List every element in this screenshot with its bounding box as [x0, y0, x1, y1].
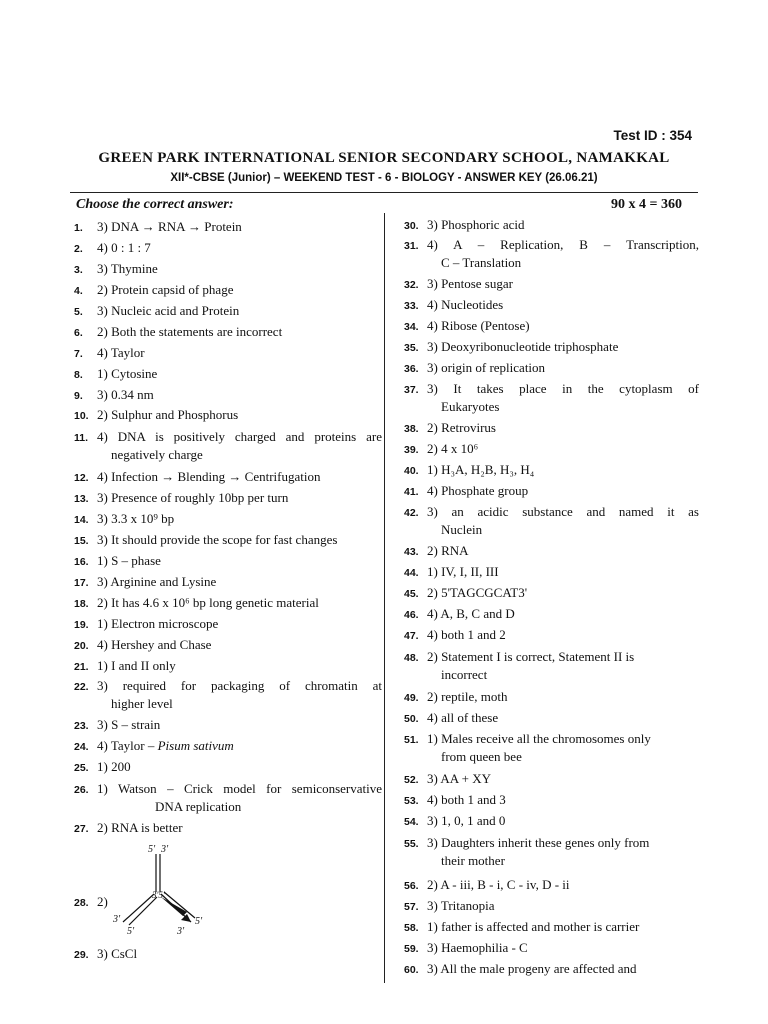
answer-text [97, 406, 382, 424]
answer-text [97, 302, 382, 320]
answer-text [97, 737, 382, 755]
answer-text [97, 281, 382, 299]
answer-text-main: 4) Nucleotides [427, 297, 504, 312]
answer-text [97, 531, 382, 549]
answer-text [97, 615, 382, 633]
answer-text-main: 4) Hershey and Chase [97, 637, 212, 652]
answer-text [97, 677, 382, 695]
label-3-left: 3' [113, 914, 121, 925]
answer-text-main: 2) Statement I is correct, Statement II is [427, 649, 635, 664]
question-number: 12. [74, 472, 89, 484]
question-number: 9. [74, 390, 83, 402]
answer-text [427, 812, 699, 830]
answer-text-main: 4) all of these [427, 710, 499, 725]
question-number: 44. [404, 567, 419, 579]
answer-text [427, 626, 699, 644]
answer-text-main: 3) Thymine [97, 261, 158, 276]
answer-text-continued: higher level [111, 696, 173, 711]
answer-text-main: 4) A – Replication, B – Transcription, [427, 237, 699, 252]
answer-text-main: 3) All the male progeny are affected and [427, 961, 637, 976]
fork-right-strand-b [164, 892, 195, 918]
question-number: 7. [74, 348, 83, 360]
question-number: 47. [404, 630, 419, 642]
answer-text-continued: from queen bee [441, 749, 522, 764]
question-number: 29. [74, 949, 89, 961]
answer-text-main: 2) A - iii, B - i, C - iv, D - ii [427, 877, 570, 892]
answer-text-main: 3) DNA → RNA → Protein [97, 219, 242, 234]
question-number: 26. [74, 784, 89, 796]
question-number: 41. [404, 486, 419, 498]
answer-text-main: 2) 4 x 10⁶ [427, 441, 479, 456]
fork-left-strand-b [129, 897, 157, 925]
question-number: 32. [404, 279, 419, 291]
question-number: 13. [74, 493, 89, 505]
answer-text-main: 3) It should provide the scope for fast changes [97, 532, 338, 547]
answer-text [427, 359, 699, 377]
answer-text [97, 218, 382, 236]
label-5-right: 5' [195, 916, 203, 927]
question-number: 48. [404, 652, 419, 664]
answer-text-main: 3) Deoxyribonucleotide triphosphate [427, 339, 619, 354]
answer-text [97, 716, 382, 734]
answer-text-main: 3) Phosphoric acid [427, 217, 525, 232]
answer-text-main: 2) Sulphur and Phosphorus [97, 407, 239, 422]
answer-text [427, 503, 699, 521]
label-5-top: 5' [148, 844, 156, 855]
answer-text-main: 4) Taylor [97, 345, 145, 360]
column-divider [384, 213, 385, 983]
answer-text [427, 440, 699, 458]
answer-text [427, 296, 699, 314]
answer-text [427, 918, 699, 936]
answer-text-main: 3) 0.34 nm [97, 387, 154, 402]
answer-text-main: 1) H₃A, H₂B, H₃, H₄ [427, 462, 535, 477]
question-number: 28. [74, 897, 89, 909]
answer-text [427, 338, 699, 356]
question-number: 17. [74, 577, 89, 589]
question-number: 53. [404, 795, 419, 807]
question-number: 23. [74, 720, 89, 732]
answer-text-main: 3) Presence of roughly 10bp per turn [97, 490, 289, 505]
answer-text [427, 709, 699, 727]
answer-text [97, 510, 382, 528]
question-number: 19. [74, 619, 89, 631]
answer-text-main: 4) Taylor – [97, 738, 158, 753]
answer-text-main: 1) Males receive all the chromosomes only [427, 731, 651, 746]
answer-text [427, 791, 699, 809]
answer-text-continued: Eukaryotes [441, 399, 500, 414]
question-number: 34. [404, 321, 419, 333]
answer-text-main: 3) required for packaging of chromatin at [97, 678, 382, 693]
answer-text-continued: C – Translation [441, 255, 522, 270]
question-number: 37. [404, 384, 419, 396]
question-number: 4. [74, 285, 83, 297]
label-3-right: 3' [177, 926, 185, 937]
answer-text-main: 4) both 1 and 2 [427, 627, 506, 642]
answer-text-main: 1) S – phase [97, 553, 161, 568]
answer-text [97, 386, 382, 404]
answer-text-main: 3) Pentose sugar [427, 276, 513, 291]
answer-text-main: 3) It takes place in the cytoplasm of [427, 381, 699, 396]
answer-text [97, 323, 382, 341]
question-number: 58. [404, 922, 419, 934]
answer-text-main: 2) Protein capsid of phage [97, 282, 234, 297]
answer-text-main: 1) I and II only [97, 658, 176, 673]
answer-text-main: 3) 1, 0, 1 and 0 [427, 813, 506, 828]
answer-text-main: 3) CsCl [97, 946, 138, 961]
question-number: 1. [74, 222, 83, 234]
question-number: 56. [404, 880, 419, 892]
answer-text-italic: Pisum sativum [157, 738, 234, 753]
question-number: 5. [74, 306, 83, 318]
question-number: 27. [74, 823, 89, 835]
question-number: 11. [74, 432, 89, 444]
answer-text [97, 489, 382, 507]
answer-text [427, 648, 699, 666]
answer-text-continued: Nuclein [441, 522, 483, 537]
answer-text-main: 1) Cytosine [97, 366, 158, 381]
answer-text [427, 380, 699, 398]
answer-text-continued: incorrect [441, 667, 488, 682]
answer-text [427, 897, 699, 915]
answer-text [427, 236, 699, 254]
label-5-left: 5' [127, 926, 135, 937]
question-number: 42. [404, 507, 419, 519]
question-number: 20. [74, 640, 89, 652]
answer-text [97, 594, 382, 612]
answer-text-main: 3) AA + XY [427, 771, 492, 786]
answer-text-main: 2) [97, 894, 108, 909]
question-number: 49. [404, 692, 419, 704]
question-number: 31. [404, 240, 419, 252]
question-number: 52. [404, 774, 419, 786]
header-divider [70, 192, 698, 193]
question-number: 51. [404, 734, 419, 746]
answer-text-main: 3) Daughters inherit these genes only from [427, 835, 650, 850]
answer-text [97, 552, 382, 570]
question-number: 22. [74, 681, 89, 693]
answer-text [427, 876, 699, 894]
answer-text-main: 1) IV, I, II, III [427, 564, 499, 579]
answer-text [97, 573, 382, 591]
answer-text-main: 4) Phosphate group [427, 483, 529, 498]
answer-text-main: 1) father is affected and mother is carrier [427, 919, 640, 934]
answer-text [97, 344, 382, 362]
answer-text [97, 468, 382, 486]
question-number: 36. [404, 363, 419, 375]
answer-text [97, 657, 382, 675]
question-number: 40. [404, 465, 419, 477]
answer-text [427, 834, 699, 852]
answer-text-main: 4) Infection → Blending → Centrifugation [97, 469, 321, 484]
answer-text [427, 960, 699, 978]
question-number: 18. [74, 598, 89, 610]
answer-text-continued: DNA replication [155, 799, 242, 814]
answer-text [97, 365, 382, 383]
answer-text-main: 1) 200 [97, 759, 131, 774]
answer-text [427, 770, 699, 788]
question-number: 55. [404, 838, 419, 850]
answer-text [427, 461, 699, 479]
answer-text [427, 216, 699, 234]
answer-text-main: 4) 0 : 1 : 7 [97, 240, 151, 255]
question-number: 54. [404, 816, 419, 828]
question-number: 8. [74, 369, 83, 381]
answer-text-main: 1) Watson – Crick model for semiconservative [97, 781, 382, 796]
answer-text-main: 3) an acidic substance and named it as [427, 504, 699, 519]
question-number: 21. [74, 661, 89, 673]
answer-text-main: 2) Both the statements are incorrect [97, 324, 283, 339]
question-number: 15. [74, 535, 89, 547]
school-name: GREEN PARK INTERNATIONAL SENIOR SECONDARY SCHOOL, NAMAKKAL [98, 150, 670, 166]
answer-text-main: 3) Nucleic acid and Protein [97, 303, 240, 318]
exam-title: XII*-CBSE (Junior) – WEEKEND TEST - 6 - BIOLOGY - ANSWER KEY (26.06.21) [170, 172, 598, 184]
answer-text [97, 780, 382, 798]
question-number: 45. [404, 588, 419, 600]
label-center: 3'5' [152, 890, 165, 900]
question-number: 33. [404, 300, 419, 312]
test-id: Test ID : 354 [613, 128, 692, 143]
answer-text [97, 428, 382, 446]
answer-text [427, 482, 699, 500]
question-number: 2. [74, 243, 83, 255]
answer-text-main: 3) Arginine and Lysine [97, 574, 217, 589]
question-number: 46. [404, 609, 419, 621]
total-marks: 90 x 4 = 360 [611, 197, 682, 212]
question-number: 16. [74, 556, 89, 568]
answer-text-main: 3) Tritanopia [427, 898, 495, 913]
answer-text [427, 275, 699, 293]
answer-text-main: 3) Haemophilia - C [427, 940, 528, 955]
question-number: 39. [404, 444, 419, 456]
question-number: 30. [404, 220, 419, 232]
question-number: 24. [74, 741, 89, 753]
answer-text-main: 3) S – strain [97, 717, 161, 732]
answer-text-main: 3) origin of replication [427, 360, 546, 375]
answer-text [97, 636, 382, 654]
question-number: 6. [74, 327, 83, 339]
answer-text [97, 260, 382, 278]
fork-left-strand-a [123, 894, 154, 922]
question-number: 57. [404, 901, 419, 913]
question-number: 25. [74, 762, 89, 774]
question-number: 14. [74, 514, 89, 526]
question-number: 35. [404, 342, 419, 354]
question-number: 38. [404, 423, 419, 435]
answer-text-main: 3) 3.3 x 10⁹ bp [97, 511, 175, 526]
answer-text-main: 2) reptile, moth [427, 689, 508, 704]
answer-text-main: 2) RNA [427, 543, 469, 558]
answer-text-main: 2) Retrovirus [427, 420, 496, 435]
question-number: 10. [74, 410, 89, 422]
answer-text-continued: their mother [441, 853, 505, 868]
answer-text-main: 4) DNA is positively charged and proteins are [97, 429, 382, 444]
answer-text [97, 945, 382, 963]
question-number: 43. [404, 546, 419, 558]
answer-text-main: 2) It has 4.6 x 10⁶ bp long genetic material [97, 595, 319, 610]
answer-text [427, 542, 699, 560]
answer-text-continued: negatively charge [111, 447, 203, 462]
answer-text [427, 584, 699, 602]
question-number: 59. [404, 943, 419, 955]
answer-text [427, 688, 699, 706]
question-number: 60. [404, 964, 419, 976]
label-3-top: 3' [161, 844, 169, 855]
answer-text [427, 419, 699, 437]
instruction: Choose the correct answer: [76, 197, 234, 212]
answer-text [427, 317, 699, 335]
answer-text [427, 605, 699, 623]
answer-text [97, 819, 382, 837]
answer-text-main: 2) 5'TAGCGCAT3' [427, 585, 528, 600]
answer-text [97, 239, 382, 257]
answer-text [427, 939, 699, 957]
replication-fork-diagram [105, 842, 215, 937]
answer-text-main: 4) A, B, C and D [427, 606, 515, 621]
answer-text-main: 4) Ribose (Pentose) [427, 318, 530, 333]
answer-text [427, 563, 699, 581]
question-number: 50. [404, 713, 419, 725]
answer-text-main: 4) both 1 and 3 [427, 792, 506, 807]
question-number: 3. [74, 264, 83, 276]
answer-text-main: 2) RNA is better [97, 820, 183, 835]
answer-text-main: 1) Electron microscope [97, 616, 219, 631]
answer-text [97, 758, 382, 776]
answer-text [427, 730, 699, 748]
